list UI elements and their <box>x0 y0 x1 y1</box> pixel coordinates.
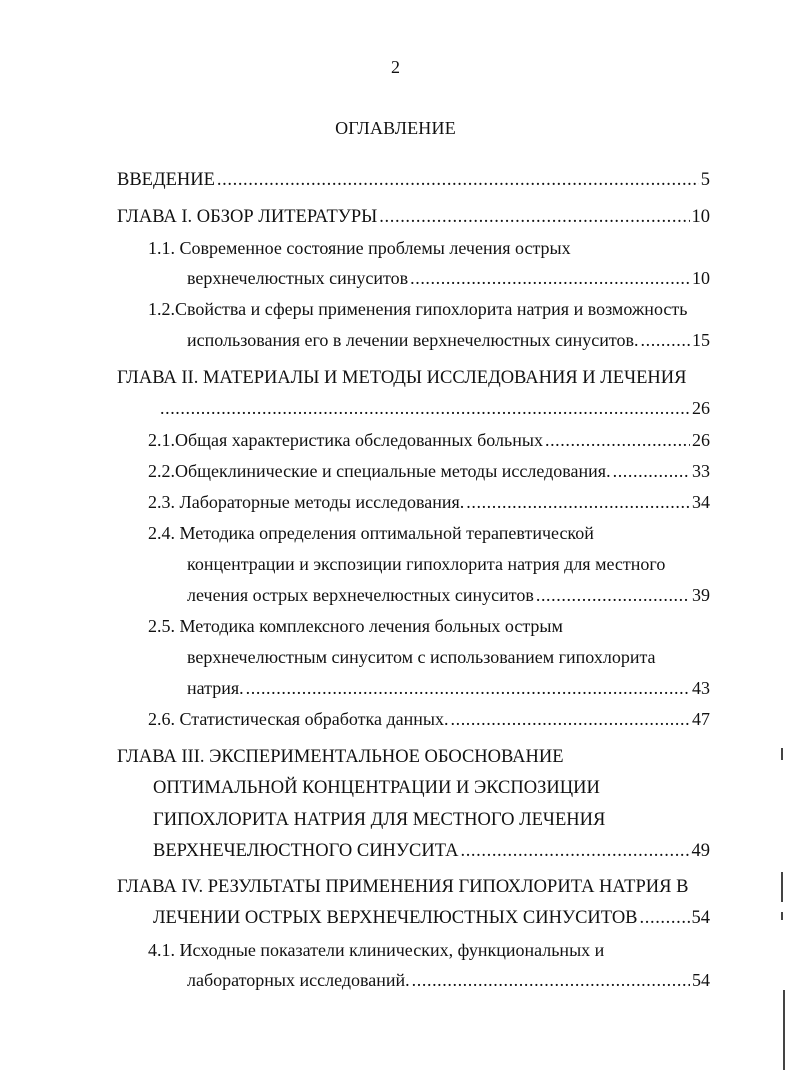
toc-entry-2-5 <box>187 676 710 700</box>
leader-dots <box>217 168 699 192</box>
toc-page-number: 15 <box>692 330 710 350</box>
toc-page-number: 54 <box>691 908 710 928</box>
toc-page-number: 54 <box>692 970 710 990</box>
toc-entry-4-1-line1: 4.1. Исходные показатели клинических, функциональных и <box>148 940 605 960</box>
leader-dots <box>410 266 690 290</box>
toc-page-number: 10 <box>691 207 710 227</box>
toc-entry-2-1 <box>148 428 710 452</box>
page-title: ОГЛАВЛЕНИЕ <box>335 118 456 138</box>
leader-dots <box>246 676 690 700</box>
toc-entry-intro <box>117 168 710 192</box>
scan-artifact <box>783 990 785 1070</box>
toc-entry-text: лечения острых верхнечелюстных синуситов <box>187 585 534 605</box>
toc-entry-text: 2.3. Лабораторные методы исследования. <box>148 492 465 512</box>
toc-entry-2-2 <box>148 459 710 483</box>
toc-entry-2-5-line1: 2.5. Методика комплексного лечения больных острым <box>148 616 563 636</box>
toc-entry-text: 2.6. Статистическая обработка данных. <box>148 709 449 729</box>
leader-dots <box>641 328 690 352</box>
toc-entry-chapter-2-line1: ГЛАВА II. МАТЕРИАЛЫ И МЕТОДЫ ИССЛЕДОВАНИЯ И ЛЕЧЕНИЯ <box>117 368 687 388</box>
toc-entry-text: лабораторных исследований. <box>187 970 410 990</box>
toc-page-number: 5 <box>700 170 710 190</box>
leader-dots <box>466 490 690 514</box>
leader-dots <box>536 583 690 607</box>
toc-entry-1-2-line1: 1.2.Свойства и сферы применения гипохлорита натрия и возможность <box>148 299 688 319</box>
toc-entry-chapter-3-line1: ГЛАВА III. ЭКСПЕРИМЕНТАЛЬНОЕ ОБОСНОВАНИЕ <box>117 747 564 767</box>
toc-entry-text: ЛЕЧЕНИИ ОСТРЫХ ВЕРХНЕЧЕЛЮСТНЫХ СИНУСИТОВ <box>153 908 638 928</box>
toc-entry-text: 2.1.Общая характеристика обследованных больных <box>148 430 543 450</box>
toc-entry-text: натрия. <box>187 678 244 698</box>
toc-page-number: 49 <box>691 841 710 861</box>
toc-page-number: 39 <box>692 585 710 605</box>
toc-entry-chapter-1 <box>117 205 710 229</box>
toc-entry-text: ГЛАВА I. ОБЗОР ЛИТЕРАТУРЫ <box>117 207 378 227</box>
leader-dots <box>613 459 690 483</box>
toc-page-number: 33 <box>692 461 710 481</box>
toc-entry-text: ВЕРХНЕЧЕЛЮСТНОГО СИНУСИТА <box>153 841 459 861</box>
toc-entry-text: использования его в лечении верхнечелюстных синуситов. <box>187 330 639 350</box>
toc-entry-chapter-3-line2: ОПТИМАЛЬНОЙ КОНЦЕНТРАЦИИ И ЭКСПОЗИЦИИ <box>153 778 600 798</box>
leader-dots <box>451 707 691 731</box>
scan-artifact <box>781 748 783 760</box>
leader-dots <box>640 906 690 930</box>
toc-entry-2-6 <box>148 707 710 731</box>
toc-entry-text: ВВЕДЕНИЕ <box>117 170 215 190</box>
toc-entry-2-5-line2: верхнечелюстным синуситом с использованием гипохлорита <box>187 647 656 667</box>
toc-entry-1-1 <box>187 266 710 290</box>
toc-page-number: 47 <box>692 709 710 729</box>
toc-entry-text: 2.2.Общеклинические и специальные методы исследования. <box>148 461 611 481</box>
toc-page-number: 26 <box>692 430 710 450</box>
toc-entry-2-4 <box>187 583 710 607</box>
toc-entry-1-1-line1: 1.1. Современное состояние проблемы лечения острых <box>148 238 571 258</box>
toc-entry-2-3 <box>148 490 710 514</box>
scan-artifact <box>781 872 783 902</box>
toc-entry-2-4-line1: 2.4. Методика определения оптимальной терапевтической <box>148 523 594 543</box>
toc-entry-chapter-3 <box>153 839 710 863</box>
leader-dots <box>460 839 689 863</box>
toc-page-number: 26 <box>692 398 710 418</box>
toc-entry-chapter-3-line3: ГИПОХЛОРИТА НАТРИЯ ДЛЯ МЕСТНОГО ЛЕЧЕНИЯ <box>153 810 606 830</box>
toc-entry-text: верхнечелюстных синуситов <box>187 268 409 288</box>
scan-artifact <box>781 912 783 920</box>
leader-dots <box>160 396 690 420</box>
toc-entry-chapter-4-line1: ГЛАВА IV. РЕЗУЛЬТАТЫ ПРИМЕНЕНИЯ ГИПОХЛОРИТА НАТРИЯ В <box>117 877 689 897</box>
toc-page-number: 10 <box>692 268 710 288</box>
toc-page-number: 43 <box>692 678 710 698</box>
toc-entry-chapter-4 <box>153 906 710 930</box>
page-number: 2 <box>391 57 400 77</box>
leader-dots <box>545 428 690 452</box>
toc-entry-1-2 <box>187 328 710 352</box>
toc-page-number: 34 <box>692 492 710 512</box>
leader-dots <box>379 205 689 229</box>
toc-entry-2-4-line2: концентрации и экспозиции гипохлорита натрия для местного <box>187 554 666 574</box>
toc-entry-4-1 <box>187 968 710 992</box>
leader-dots <box>412 968 690 992</box>
toc-entry-chapter-2 <box>158 396 710 420</box>
